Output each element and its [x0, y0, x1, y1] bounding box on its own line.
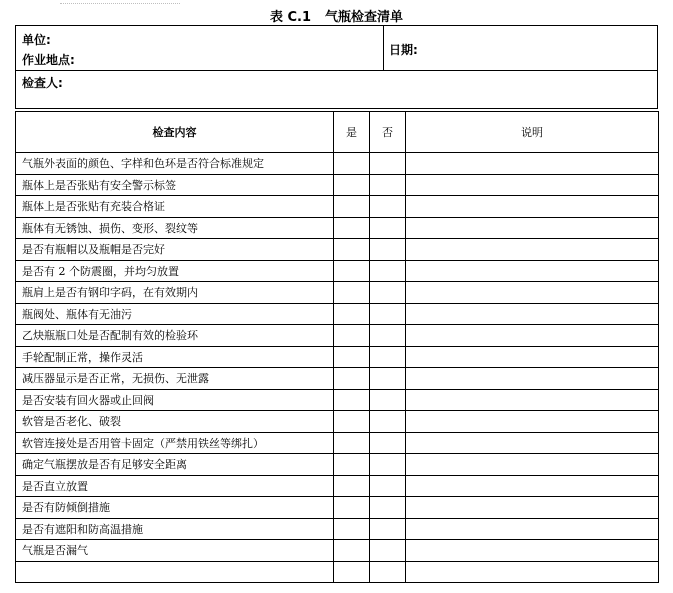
check-item: 瓶肩上是否有钢印字码，在有效期内 — [16, 282, 334, 304]
check-item: 是否有遮阳和防高温措施 — [16, 518, 334, 540]
note-cell[interactable] — [406, 540, 659, 562]
no-cell[interactable] — [370, 239, 406, 261]
check-item — [16, 561, 334, 583]
yes-cell[interactable] — [334, 303, 370, 325]
note-cell[interactable] — [406, 260, 659, 282]
yes-cell[interactable] — [334, 389, 370, 411]
check-item: 手轮配制正常，操作灵活 — [16, 346, 334, 368]
table-row — [16, 153, 659, 175]
table-row — [16, 346, 659, 368]
check-item: 是否直立放置 — [16, 475, 334, 497]
table-code: 表 C.1 — [269, 10, 312, 25]
cropped-previous-line — [60, 0, 180, 4]
note-cell[interactable] — [406, 217, 659, 239]
table-row — [16, 518, 659, 540]
table-name: 气瓶检查清单 — [325, 10, 404, 25]
note-cell[interactable] — [406, 518, 659, 540]
inspector-label: 检查人: — [22, 76, 63, 90]
column-header-content: 检查内容 — [16, 112, 334, 153]
check-item: 确定气瓶摆放是否有足够安全距离 — [16, 454, 334, 476]
no-cell[interactable] — [370, 153, 406, 175]
no-cell[interactable] — [370, 325, 406, 347]
table-row — [16, 303, 659, 325]
check-item: 瓶阀处、瓶体有无油污 — [16, 303, 334, 325]
check-item: 瓶体上是否张贴有安全警示标签 — [16, 174, 334, 196]
column-header-note: 说明 — [406, 112, 659, 153]
table-row — [16, 217, 659, 239]
yes-cell[interactable] — [334, 411, 370, 433]
table-row — [16, 497, 659, 519]
column-header-no: 否 — [370, 112, 406, 153]
no-cell[interactable] — [370, 561, 406, 583]
no-cell[interactable] — [370, 282, 406, 304]
date-label: 日期: — [389, 43, 418, 57]
no-cell[interactable] — [370, 389, 406, 411]
table-row — [16, 174, 659, 196]
no-cell[interactable] — [370, 475, 406, 497]
work-site-label: 作业地点: — [22, 53, 75, 67]
table-row — [16, 239, 659, 261]
no-cell[interactable] — [370, 497, 406, 519]
yes-cell[interactable] — [334, 432, 370, 454]
table-row — [16, 260, 659, 282]
check-item: 软管连接处是否用管卡固定（严禁用铁丝等绑扎） — [16, 432, 334, 454]
yes-cell[interactable] — [334, 475, 370, 497]
table-row — [16, 540, 659, 562]
no-cell[interactable] — [370, 303, 406, 325]
yes-cell[interactable] — [334, 239, 370, 261]
table-title — [0, 6, 673, 25]
yes-cell[interactable] — [334, 561, 370, 583]
yes-cell[interactable] — [334, 260, 370, 282]
yes-cell[interactable] — [334, 325, 370, 347]
check-item: 瓶体上是否张贴有充装合格证 — [16, 196, 334, 218]
note-cell[interactable] — [406, 411, 659, 433]
table-row — [16, 432, 659, 454]
note-cell[interactable] — [406, 174, 659, 196]
no-cell[interactable] — [370, 346, 406, 368]
no-cell[interactable] — [370, 217, 406, 239]
table-row — [16, 389, 659, 411]
check-item: 是否有防倾倒措施 — [16, 497, 334, 519]
yes-cell[interactable] — [334, 282, 370, 304]
no-cell[interactable] — [370, 518, 406, 540]
note-cell[interactable] — [406, 432, 659, 454]
check-item: 是否安装有回火器或止回阀 — [16, 389, 334, 411]
check-item: 是否有瓶帽以及瓶帽是否完好 — [16, 239, 334, 261]
note-cell[interactable] — [406, 561, 659, 583]
no-cell[interactable] — [370, 432, 406, 454]
note-cell[interactable] — [406, 153, 659, 175]
table-row — [16, 411, 659, 433]
checklist-table — [15, 111, 659, 583]
yes-cell[interactable] — [334, 217, 370, 239]
note-cell[interactable] — [406, 196, 659, 218]
note-cell[interactable] — [406, 303, 659, 325]
check-item: 气瓶外表面的颜色、字样和色环是否符合标准规定 — [16, 153, 334, 175]
unit-label: 单位: — [22, 33, 51, 47]
note-cell[interactable] — [406, 368, 659, 390]
yes-cell[interactable] — [334, 497, 370, 519]
note-cell[interactable] — [406, 346, 659, 368]
table-row — [16, 282, 659, 304]
check-item: 软管是否老化、破裂 — [16, 411, 334, 433]
note-cell[interactable] — [406, 475, 659, 497]
note-cell[interactable] — [406, 282, 659, 304]
yes-cell[interactable] — [334, 174, 370, 196]
check-item: 减压器显示是否正常，无损伤、无泄露 — [16, 368, 334, 390]
table-row — [16, 325, 659, 347]
header-divider-vertical — [383, 26, 384, 70]
note-cell[interactable] — [406, 325, 659, 347]
header-divider-horizontal — [16, 70, 657, 71]
table-row — [16, 561, 659, 583]
check-item: 瓶体有无锈蚀、损伤、变形、裂纹等 — [16, 217, 334, 239]
check-item: 气瓶是否漏气 — [16, 540, 334, 562]
check-item: 乙炔瓶瓶口处是否配制有效的检验环 — [16, 325, 334, 347]
no-cell[interactable] — [370, 454, 406, 476]
table-row — [16, 196, 659, 218]
yes-cell[interactable] — [334, 153, 370, 175]
no-cell[interactable] — [370, 368, 406, 390]
no-cell[interactable] — [370, 174, 406, 196]
yes-cell[interactable] — [334, 454, 370, 476]
note-cell[interactable] — [406, 239, 659, 261]
checklist-header-box — [15, 25, 658, 109]
note-cell[interactable] — [406, 454, 659, 476]
no-cell[interactable] — [370, 540, 406, 562]
table-row — [16, 475, 659, 497]
note-cell[interactable] — [406, 497, 659, 519]
table-row — [16, 454, 659, 476]
table-row — [16, 368, 659, 390]
yes-cell[interactable] — [334, 346, 370, 368]
yes-cell[interactable] — [334, 540, 370, 562]
column-header-yes: 是 — [334, 112, 370, 153]
yes-cell[interactable] — [334, 196, 370, 218]
check-item: 是否有 2 个防震圈，并均匀放置 — [16, 260, 334, 282]
no-cell[interactable] — [370, 260, 406, 282]
table-header-row — [16, 112, 659, 153]
yes-cell[interactable] — [334, 518, 370, 540]
no-cell[interactable] — [370, 196, 406, 218]
no-cell[interactable] — [370, 411, 406, 433]
note-cell[interactable] — [406, 389, 659, 411]
yes-cell[interactable] — [334, 368, 370, 390]
